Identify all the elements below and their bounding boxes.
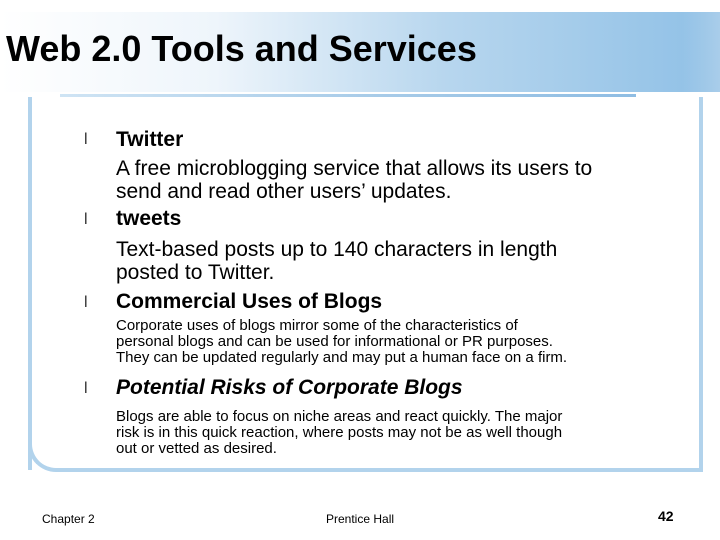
bullet-icon: l	[84, 294, 88, 311]
item-body-line: out or vetted as desired.	[116, 440, 277, 457]
item-heading-potential-risks: Potential Risks of Corporate Blogs	[116, 376, 463, 399]
item-body-line: posted to Twitter.	[116, 261, 275, 284]
item-body-line: Corporate uses of blogs mirror some of the characteristics of	[116, 317, 518, 334]
footer-chapter: Chapter 2	[42, 512, 95, 526]
title-underline	[60, 94, 636, 97]
frame-right-border	[699, 97, 703, 470]
item-body-line: They can be updated regularly and may put a human face on a firm.	[116, 349, 568, 366]
bullet-icon: l	[84, 131, 88, 148]
bullet-icon: l	[84, 380, 88, 397]
frame-bottom-border	[56, 468, 703, 472]
item-body-line: send and read other users’ updates.	[116, 180, 452, 203]
bullet-icon: l	[84, 211, 88, 228]
item-heading-twitter: Twitter	[116, 128, 184, 151]
footer-publisher: Prentice Hall	[326, 512, 395, 526]
item-body-line: personal blogs and can be used for informational or PR purposes.	[116, 333, 553, 350]
footer-page-number: 42	[658, 508, 674, 524]
item-body-line: Text-based posts up to 140 characters in length	[116, 238, 558, 261]
frame-bottom-left-corner	[28, 440, 58, 472]
item-heading-tweets: tweets	[116, 207, 182, 230]
item-body-line: risk is in this quick reaction, where posts may not be as well though	[116, 424, 563, 441]
item-body-line: A free microblogging service that allows its users to	[116, 157, 593, 180]
item-heading-commercial-uses: Commercial Uses of Blogs	[116, 290, 383, 313]
page-title: Web 2.0 Tools and Services	[6, 28, 477, 69]
frame-left-border	[28, 97, 32, 470]
item-body-line: Blogs are able to focus on niche areas and react quickly. The major	[116, 408, 563, 425]
